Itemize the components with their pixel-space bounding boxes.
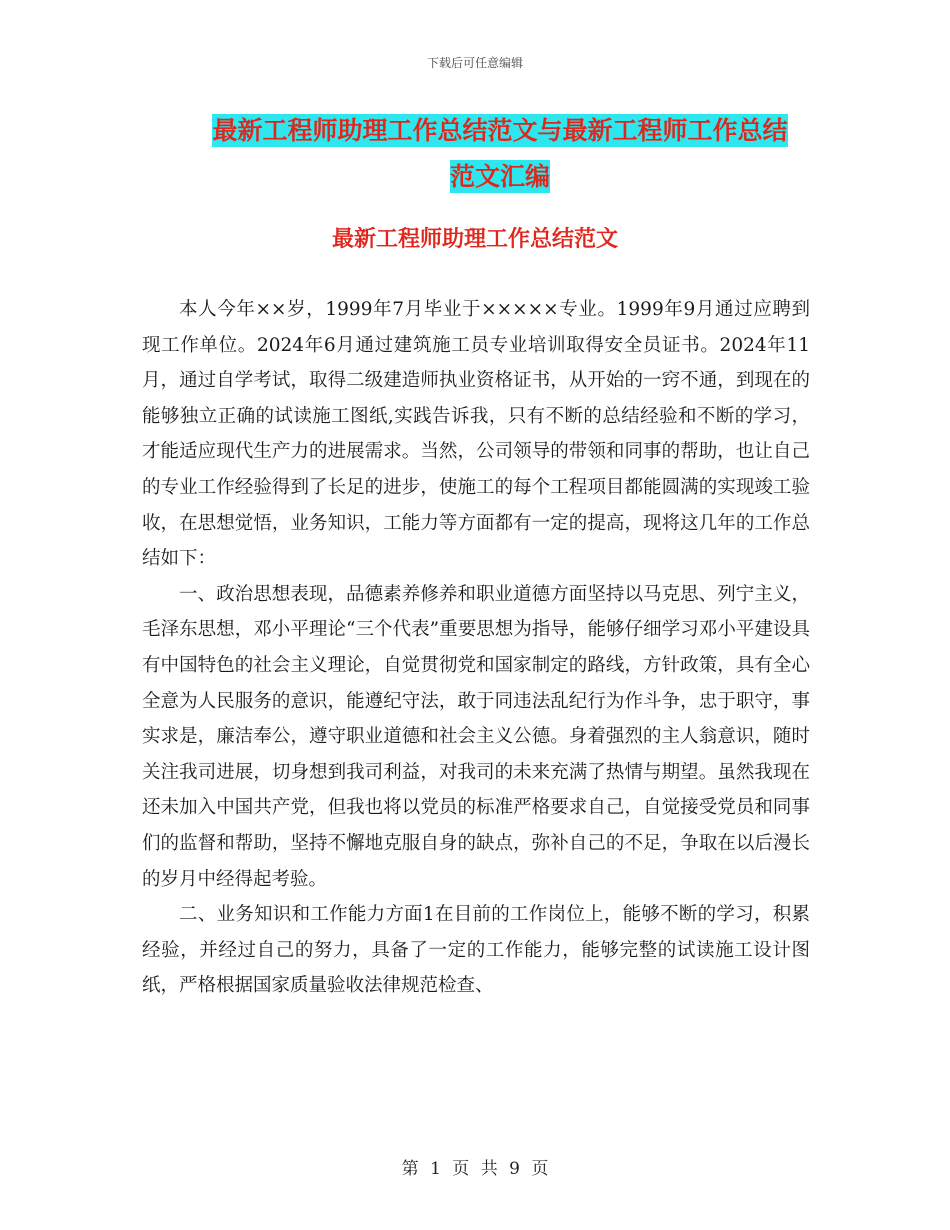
page-footer: 第 1 页 共 9 页	[401, 1159, 549, 1179]
body-text	[142, 292, 810, 1004]
section-title: 最新工程师助理工作总结范文	[331, 226, 618, 252]
paragraph-political: 一、政治思想表现，品德素养修养和职业道德方面坚持以马克思、列宁主义，毛泽东思想，邓小平理论“三个代表”重要思想为指导，能够仔细学习邓小平建设具有中国特色的社会主义理论，自觉贯彻党和国家制定的路线，方针政策，具有全心全意为人民服务的意识，能遵纪守法，敢于同违法乱纪行为作斗争，忠于职守，事实求是，廉洁奉公，遵守职业道德和社会主义公德。身着强烈的主人翁意识，随时关注我司进展，切身想到我司利益，对我司的未来充满了热情与期望。虽然我现在还未加入中国共产党，但我也将以党员的标准严格要求自己，自觉接受党员和同事们的监督和帮助，坚持不懈地克服自身的缺点，弥补自己的不足，争取在以后漫长的岁月中经得起考验。	[142, 583, 810, 890]
document-title	[140, 108, 860, 200]
document-title-line-1: 最新工程师助理工作总结范文与最新工程师工作总结	[212, 116, 788, 145]
paragraph-intro: 本人今年××岁，1999年7月毕业于×××××专业。1999年9月通过应聘到现工作单位。2024年6月通过建筑施工员专业培训取得安全员证书。2024年11月，通过自学考试，取得二级建造师执业资格证书，从开始的一窍不通，到现在的能够独立正确的试读施工图纸,实践告诉我，只有不断的总结经验和不断的学习，才能适应现代生产力的进展需求。当然，公司领导的带领和同事的帮助，也让自己的专业工作经验得到了长足的进步，使施工的每个工程项目都能圆满的实现竣工验收，在思想觉悟，业务知识，工能力等方面都有一定的提高，现将这几年的工作总结如下：	[142, 299, 810, 570]
document-title-line-2: 范文汇编	[449, 162, 550, 191]
header-note: 下载后可任意编辑	[426, 56, 523, 70]
paragraph-business: 二、业务知识和工作能力方面1在目前的工作岗位上，能够不断的学习，积累经验，并经过自己的努力，具备了一定的工作能力，能够完整的试读施工设计图纸，严格根据国家质量验收法律规范检查、	[142, 904, 810, 997]
